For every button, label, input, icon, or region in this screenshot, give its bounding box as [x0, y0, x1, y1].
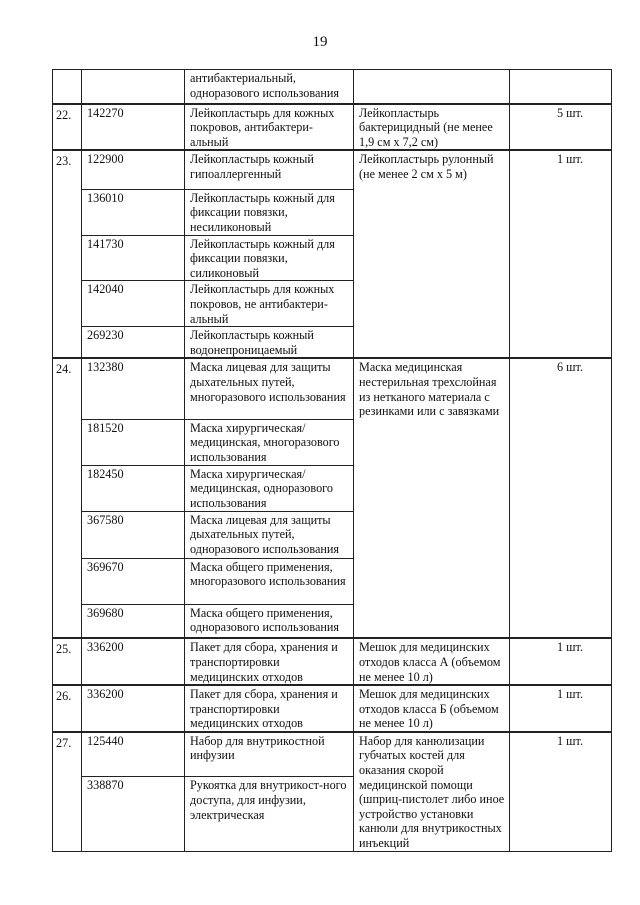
row-number: 25.	[53, 638, 82, 685]
quantity: 1 шт.	[510, 638, 612, 685]
product-name: Маска хирургическая/ медицинская, одноразового использования	[185, 465, 354, 511]
product-code: 142040	[82, 281, 185, 327]
product-name: Набор для внутрикостной инфузии	[185, 732, 354, 777]
quantity: 1 шт.	[510, 150, 612, 358]
page-number: 19	[312, 34, 328, 50]
table-row	[53, 150, 612, 189]
product-name: Пакет для сбора, хранения и транспортировки медицинских отходов	[185, 638, 354, 685]
table-row	[53, 358, 612, 419]
product-code: 122900	[82, 150, 185, 189]
product-name: Маска общего применения, многоразового использования	[185, 558, 354, 604]
product-name: Маска лицевая для защиты дыхательных путей, одноразового использования	[185, 511, 354, 558]
product-name: Лейкопластырь кожный водонепроницаемый	[185, 327, 354, 359]
product-code: 141730	[82, 235, 185, 281]
table-row	[53, 638, 612, 685]
product-code: 367580	[82, 511, 185, 558]
product-code: 336200	[82, 638, 185, 685]
row-number: 22.	[53, 104, 82, 151]
quantity: 5 шт.	[510, 104, 612, 151]
product-code: 136010	[82, 189, 185, 235]
requirement-text: Набор для канюлизации губчатых костей для оказания скорой медицинской помощи (шприц-пистолет либо иное устройство установки канюли для внутрикостных инъекций	[354, 732, 510, 852]
table-row	[53, 685, 612, 732]
requirement-text	[354, 70, 510, 104]
product-code: 338870	[82, 777, 185, 852]
equipment-table	[52, 69, 612, 852]
row-number: 24.	[53, 358, 82, 638]
table-row	[53, 732, 612, 777]
product-name: Пакет для сбора, хранения и транспортировки медицинских отходов	[185, 685, 354, 732]
product-code: 369670	[82, 558, 185, 604]
requirement-text: Лейкопластырь бактерицидный (не менее 1,9 см х 7,2 см)	[354, 104, 510, 151]
product-name: Лейкопластырь для кожных покровов, не антибактери-альный	[185, 281, 354, 327]
product-code: 182450	[82, 465, 185, 511]
product-name: Рукоятка для внутрикост-ного доступа, для инфузии, электрическая	[185, 777, 354, 852]
product-name: Лейкопластырь кожный гипоаллергенный	[185, 150, 354, 189]
row-number: 23.	[53, 150, 82, 358]
product-code: 181520	[82, 419, 185, 465]
quantity: 6 шт.	[510, 358, 612, 638]
product-name: антибактериальный, одноразового использования	[185, 70, 354, 104]
product-name: Маска хирургическая/ медицинская, многоразового использования	[185, 419, 354, 465]
product-code: 142270	[82, 104, 185, 151]
product-code: 369680	[82, 604, 185, 638]
product-code	[82, 70, 185, 104]
product-name: Лейкопластырь кожный для фиксации повязки, несиликоновый	[185, 189, 354, 235]
requirement-text: Мешок для медицинских отходов класса А (объемом не менее 10 л)	[354, 638, 510, 685]
row-number: 27.	[53, 732, 82, 852]
table-row	[53, 104, 612, 151]
product-name: Маска общего применения, одноразового использования	[185, 604, 354, 638]
product-code: 336200	[82, 685, 185, 732]
quantity: 1 шт.	[510, 685, 612, 732]
product-name: Лейкопластырь для кожных покровов, антибактери-альный	[185, 104, 354, 151]
product-code: 269230	[82, 327, 185, 359]
quantity: 1 шт.	[510, 732, 612, 852]
requirement-text: Мешок для медицинских отходов класса Б (объемом не менее 10 л)	[354, 685, 510, 732]
product-name: Лейкопластырь кожный для фиксации повязки, силиконовый	[185, 235, 354, 281]
table-row	[53, 70, 612, 104]
requirement-text: Маска медицинская нестерильная трехслойная из нетканого материала с резинками или с завязками	[354, 358, 510, 638]
product-name: Маска лицевая для защиты дыхательных путей, многоразового использования	[185, 358, 354, 419]
requirement-text: Лейкопластырь рулонный (не менее 2 см х 5 м)	[354, 150, 510, 358]
product-code: 125440	[82, 732, 185, 777]
row-number: 26.	[53, 685, 82, 732]
quantity	[510, 70, 612, 104]
product-code: 132380	[82, 358, 185, 419]
row-number	[53, 70, 82, 104]
